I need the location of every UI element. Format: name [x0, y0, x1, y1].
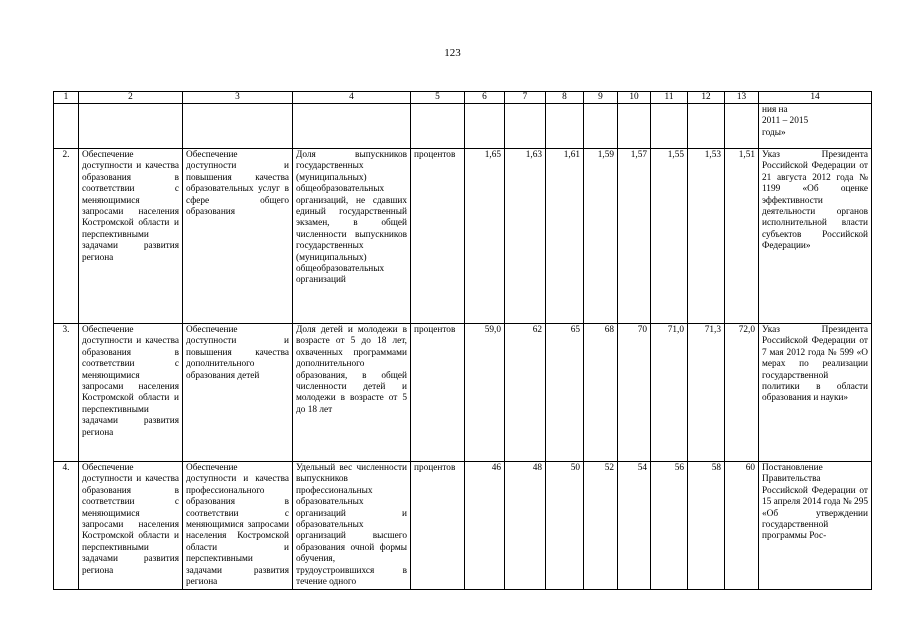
source-cell: Постановление Правительства Российской Федерации от 15 апреля 2014 года № 295 «Об утверждении государственной программы Рос- — [759, 462, 872, 590]
column-number: 8 — [546, 92, 584, 104]
column-number: 13 — [725, 92, 759, 104]
goal-cell: Обеспечение доступности и качества образования в соответствии с меняющимися запросами населения Костромской области и перспективными задачами развития региона — [79, 149, 183, 324]
value-cell: 59,0 — [465, 324, 505, 462]
value-cell: 60 — [725, 462, 759, 590]
source-cell: Указ Президента Российской Федерации от 7 мая 2012 года № 599 «О мерах по реализации государственной политики в области образования и науки» — [759, 324, 872, 462]
goal-cell: Обеспечение доступности и качества образования в соответствии с меняющимися запросами населения Костромской области и перспективными задачами развития региона — [79, 324, 183, 462]
row-number: 2. — [54, 149, 79, 324]
indicator-cell: Доля выпускников государственных (муниципальных) общеобразовательных организаций, не сдавших единый государственный экзамен, в общей численности выпускников государственных (муниципальных) общеобразовательных организаций — [293, 149, 411, 324]
indicators-table — [53, 91, 872, 590]
column-number-row — [54, 92, 872, 104]
table-row — [54, 462, 872, 590]
value-cell: 1,63 — [505, 149, 546, 324]
unit-cell: процентов — [411, 462, 465, 590]
source-cell: Указ Президента Российской Федерации от 21 августа 2012 года № 1199 «Об оценке эффективности деятельности органов исполнительной власти субъектов Российской Федерации» — [759, 149, 872, 324]
page-number: 123 — [444, 47, 461, 59]
value-cell: 1,59 — [584, 149, 618, 324]
column-number: 2 — [79, 92, 183, 104]
column-number: 1 — [54, 92, 79, 104]
column-number: 7 — [505, 92, 546, 104]
column-number: 12 — [688, 92, 725, 104]
value-cell: 46 — [465, 462, 505, 590]
column-number: 11 — [651, 92, 688, 104]
task-cell: Обеспечение доступности и качества профессионального образования в соответствии с меняющимися запросами населения Костромской области и перспективными задачами развития региона — [183, 462, 293, 590]
unit-cell: процентов — [411, 324, 465, 462]
value-cell: 58 — [688, 462, 725, 590]
column-number: 6 — [465, 92, 505, 104]
value-cell: 68 — [584, 324, 618, 462]
task-cell: Обеспечение доступности и повышения качества дополнительного образования детей — [183, 324, 293, 462]
value-cell: 52 — [584, 462, 618, 590]
value-cell: 1,55 — [651, 149, 688, 324]
column-number: 3 — [183, 92, 293, 104]
goal-cell: Обеспечение доступности и качества образования в соответствии с меняющимися запросами населения Костромской области и перспективными задачами развития региона — [79, 462, 183, 590]
value-cell: 72,0 — [725, 324, 759, 462]
column-number: 4 — [293, 92, 411, 104]
row-number: 4. — [54, 462, 79, 590]
column-number: 9 — [584, 92, 618, 104]
value-cell: 1,51 — [725, 149, 759, 324]
row-number: 3. — [54, 324, 79, 462]
indicator-cell: Удельный вес численности выпускников профессиональных образовательных организаций и образовательных организаций высшего образования очной формы обучения, трудоустроившихся в течение одного — [293, 462, 411, 590]
value-cell: 71,0 — [651, 324, 688, 462]
value-cell: 50 — [546, 462, 584, 590]
source-cell: ния на 2011 – 2015 годы» — [759, 104, 872, 149]
value-cell: 1,53 — [688, 149, 725, 324]
task-cell: Обеспечение доступности и повышения качества образовательных услуг в сфере общего образования — [183, 149, 293, 324]
continuation-row — [54, 104, 872, 149]
value-cell: 62 — [505, 324, 546, 462]
table-row — [54, 324, 872, 462]
value-cell: 1,65 — [465, 149, 505, 324]
value-cell: 1,57 — [618, 149, 651, 324]
value-cell: 71,3 — [688, 324, 725, 462]
value-cell: 70 — [618, 324, 651, 462]
column-number: 5 — [411, 92, 465, 104]
value-cell: 65 — [546, 324, 584, 462]
table-row — [54, 149, 872, 324]
value-cell: 54 — [618, 462, 651, 590]
value-cell: 1,61 — [546, 149, 584, 324]
value-cell: 48 — [505, 462, 546, 590]
unit-cell: процентов — [411, 149, 465, 324]
indicator-cell: Доля детей и молодежи в возрасте от 5 до 18 лет, охваченных программами дополнительного образования, в общей численности детей и молодежи в возрасте от 5 до 18 лет — [293, 324, 411, 462]
column-number: 14 — [759, 92, 872, 104]
column-number: 10 — [618, 92, 651, 104]
value-cell: 56 — [651, 462, 688, 590]
